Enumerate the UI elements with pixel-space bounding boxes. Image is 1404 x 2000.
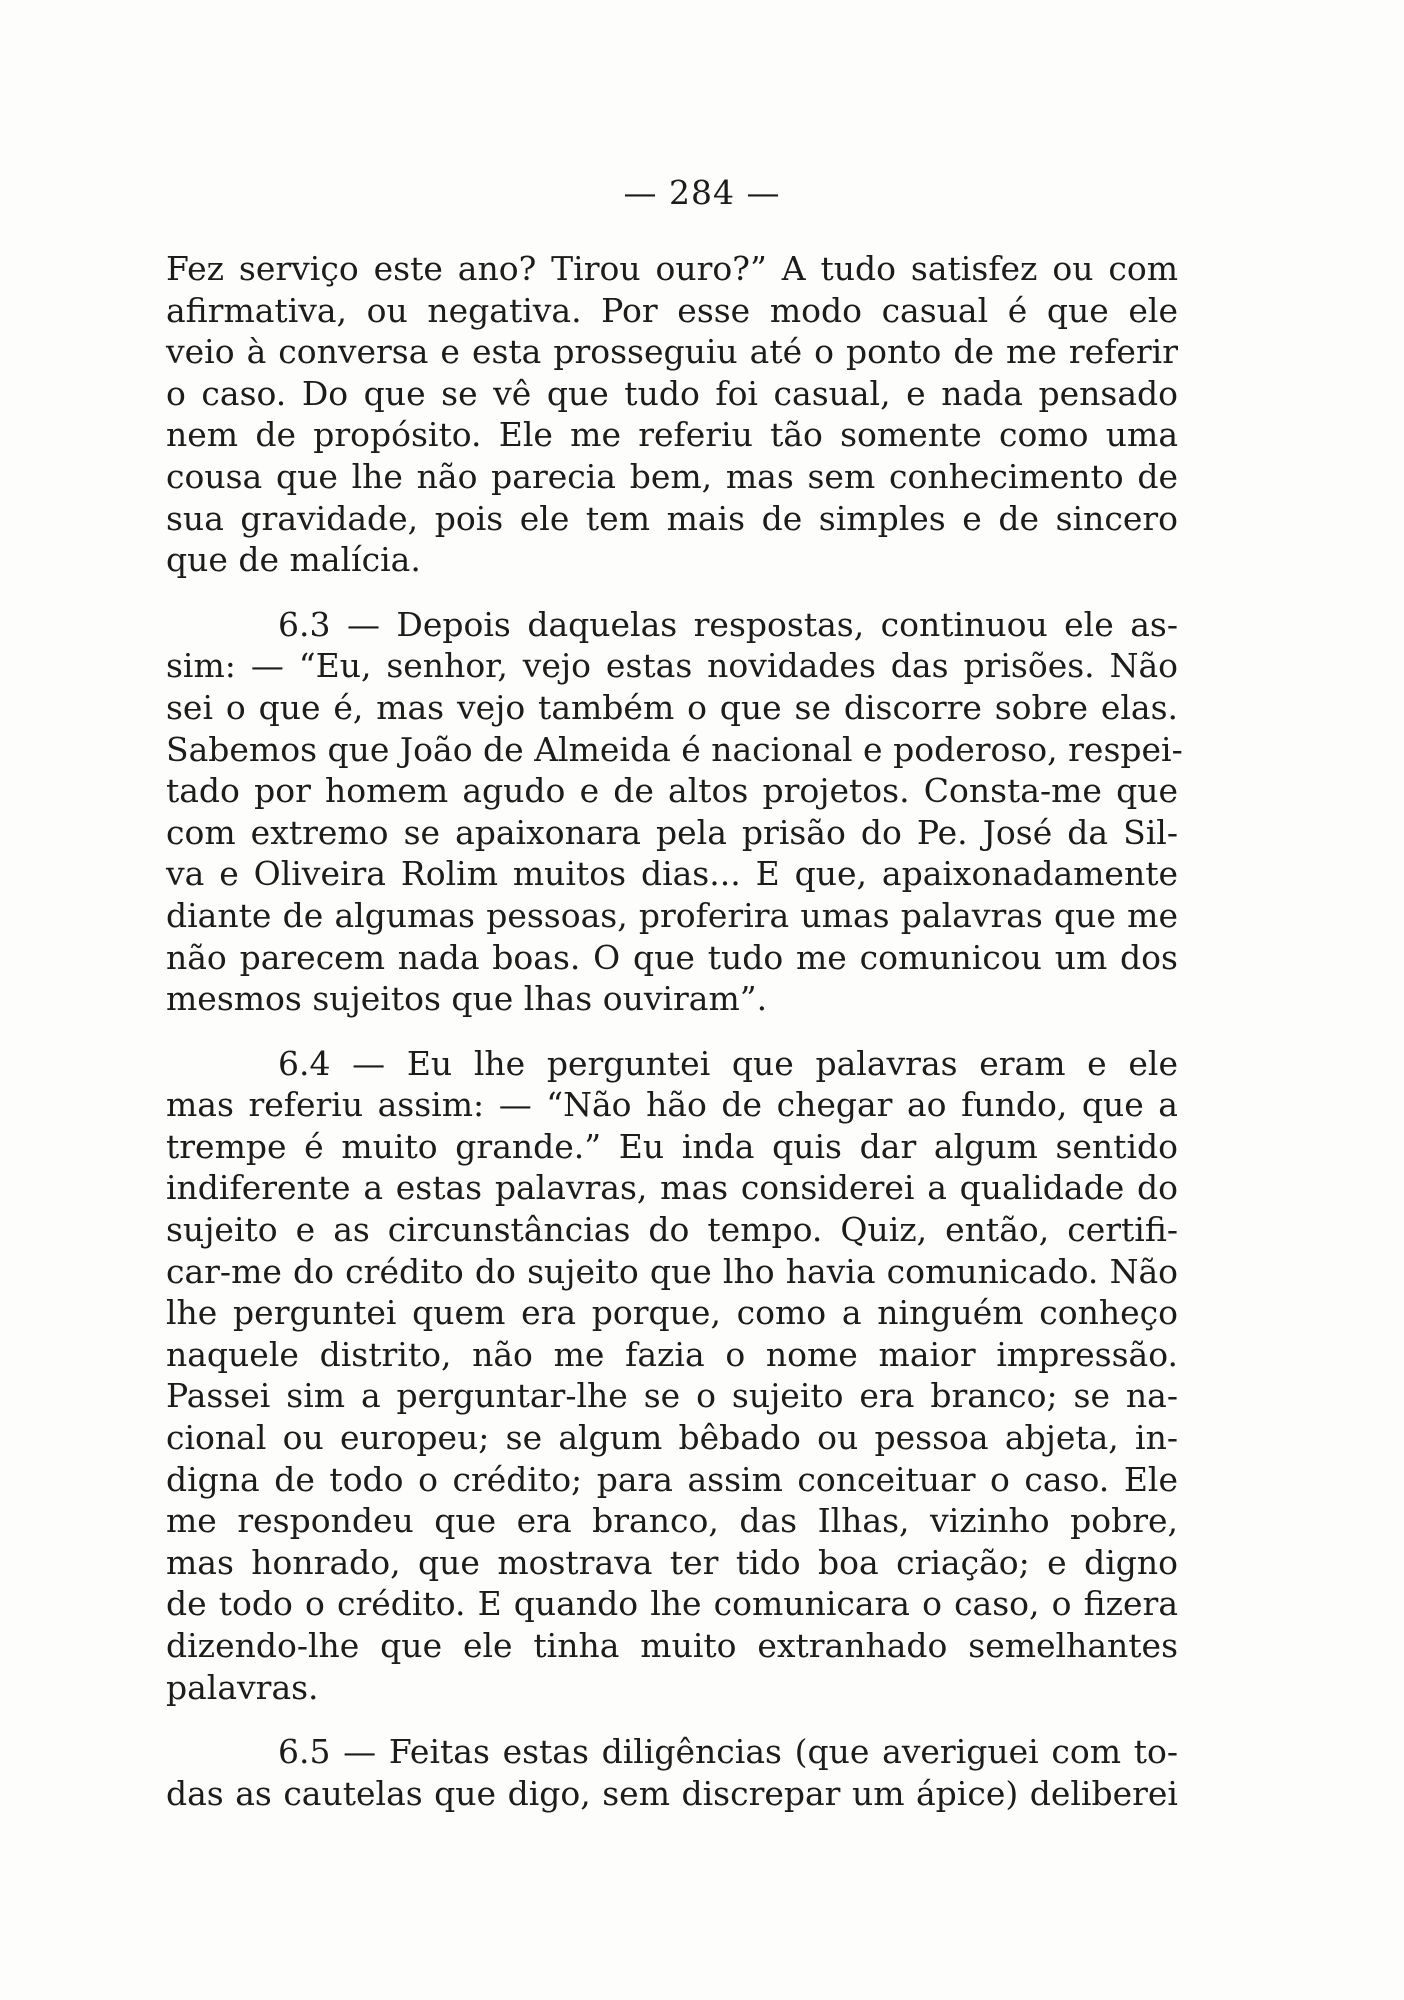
text-line: de todo o crédito. E quando lhe comunicara o caso, o fizera <box>166 1584 1178 1624</box>
text-line: indiferente a estas palavras, mas considerei a qualidade do <box>166 1168 1178 1208</box>
page-number: — 284 — <box>623 173 781 212</box>
text-line: car-me do crédito do sujeito que lho havia comunicado. Não <box>166 1251 1178 1291</box>
text-line: das as cautelas que digo, sem discrepar um ápice) deliberei <box>166 1773 1178 1813</box>
text-line: mesmos sujeitos que lhas ouviram”. <box>166 979 768 1019</box>
text-line: va e Oliveira Rolim muitos dias... E que, apaixonadamente <box>166 854 1178 894</box>
text-line: me respondeu que era branco, das Ilhas, vizinho pobre, <box>166 1501 1178 1541</box>
text-line: dizendo-lhe que ele tinha muito extranhado semelhantes <box>166 1626 1178 1665</box>
text-line: Sabemos que João de Almeida é nacional e poderoso, respei- <box>166 729 1183 769</box>
text-line: veio à conversa e esta prosseguiu até o ponto de me referir <box>166 332 1178 372</box>
text-line: nem de propósito. Ele me referiu tão somente como uma <box>166 415 1178 455</box>
text-line: cional ou europeu; se algum bêbado ou pessoa abjeta, in- <box>166 1418 1178 1458</box>
text-line: Fez serviço este ano? Tirou ouro?” A tudo satisfez ou com <box>166 249 1178 288</box>
text-line: tado por homem agudo e de altos projetos. Consta-me que <box>166 771 1178 811</box>
text-line: 6.3 — Depois daquelas respostas, continuou ele as- <box>278 604 1178 644</box>
text-line: trempe é muito grande.” Eu inda quis dar algum sentido <box>166 1126 1178 1166</box>
text-line: mas honrado, que mostrava ter tido boa criação; e digno <box>166 1542 1178 1582</box>
text-line: palavras. <box>166 1667 319 1707</box>
body-text <box>166 248 1183 1814</box>
text-line: o caso. Do que se vê que tudo foi casual, e nada pensado <box>166 373 1178 413</box>
text-line: não parecem nada boas. O que tudo me comunicou um dos <box>166 937 1178 977</box>
text-line: sim: — “Eu, senhor, vejo estas novidades das prisões. Não <box>166 646 1178 686</box>
text-line: com extremo se apaixonara pela prisão do Pe. José da Sil- <box>166 812 1178 852</box>
text-line: digna de todo o crédito; para assim conceituar o caso. Ele <box>166 1459 1178 1499</box>
text-line: cousa que lhe não parecia bem, mas sem conhecimento de <box>166 456 1178 496</box>
text-line: 6.5 — Feitas estas diligências (que averiguei com to- <box>278 1732 1178 1772</box>
text-line: afirmativa, ou negativa. Por esse modo casual é que ele <box>166 290 1178 330</box>
text-line: Passei sim a perguntar-lhe se o sujeito era branco; se na- <box>166 1376 1178 1416</box>
text-line: sujeito e as circunstâncias do tempo. Quiz, então, certifi- <box>166 1210 1178 1250</box>
text-line: que de malícia. <box>166 540 421 580</box>
text-line: sei o que é, mas vejo também o que se discorre sobre elas. <box>166 687 1178 727</box>
text-line: diante de algumas pessoas, proferira umas palavras que me <box>166 895 1178 935</box>
text-line: naquele distrito, não me fazia o nome maior impressão. <box>166 1334 1178 1374</box>
text-line: mas referiu assim: — “Não hão de chegar ao fundo, que a <box>166 1085 1178 1125</box>
text-line: lhe perguntei quem era porque, como a ninguém conheço <box>166 1293 1178 1333</box>
text-line: 6.4 — Eu lhe perguntei que palavras eram e ele <box>278 1043 1178 1083</box>
text-line: sua gravidade, pois ele tem mais de simples e de sincero <box>166 498 1178 538</box>
